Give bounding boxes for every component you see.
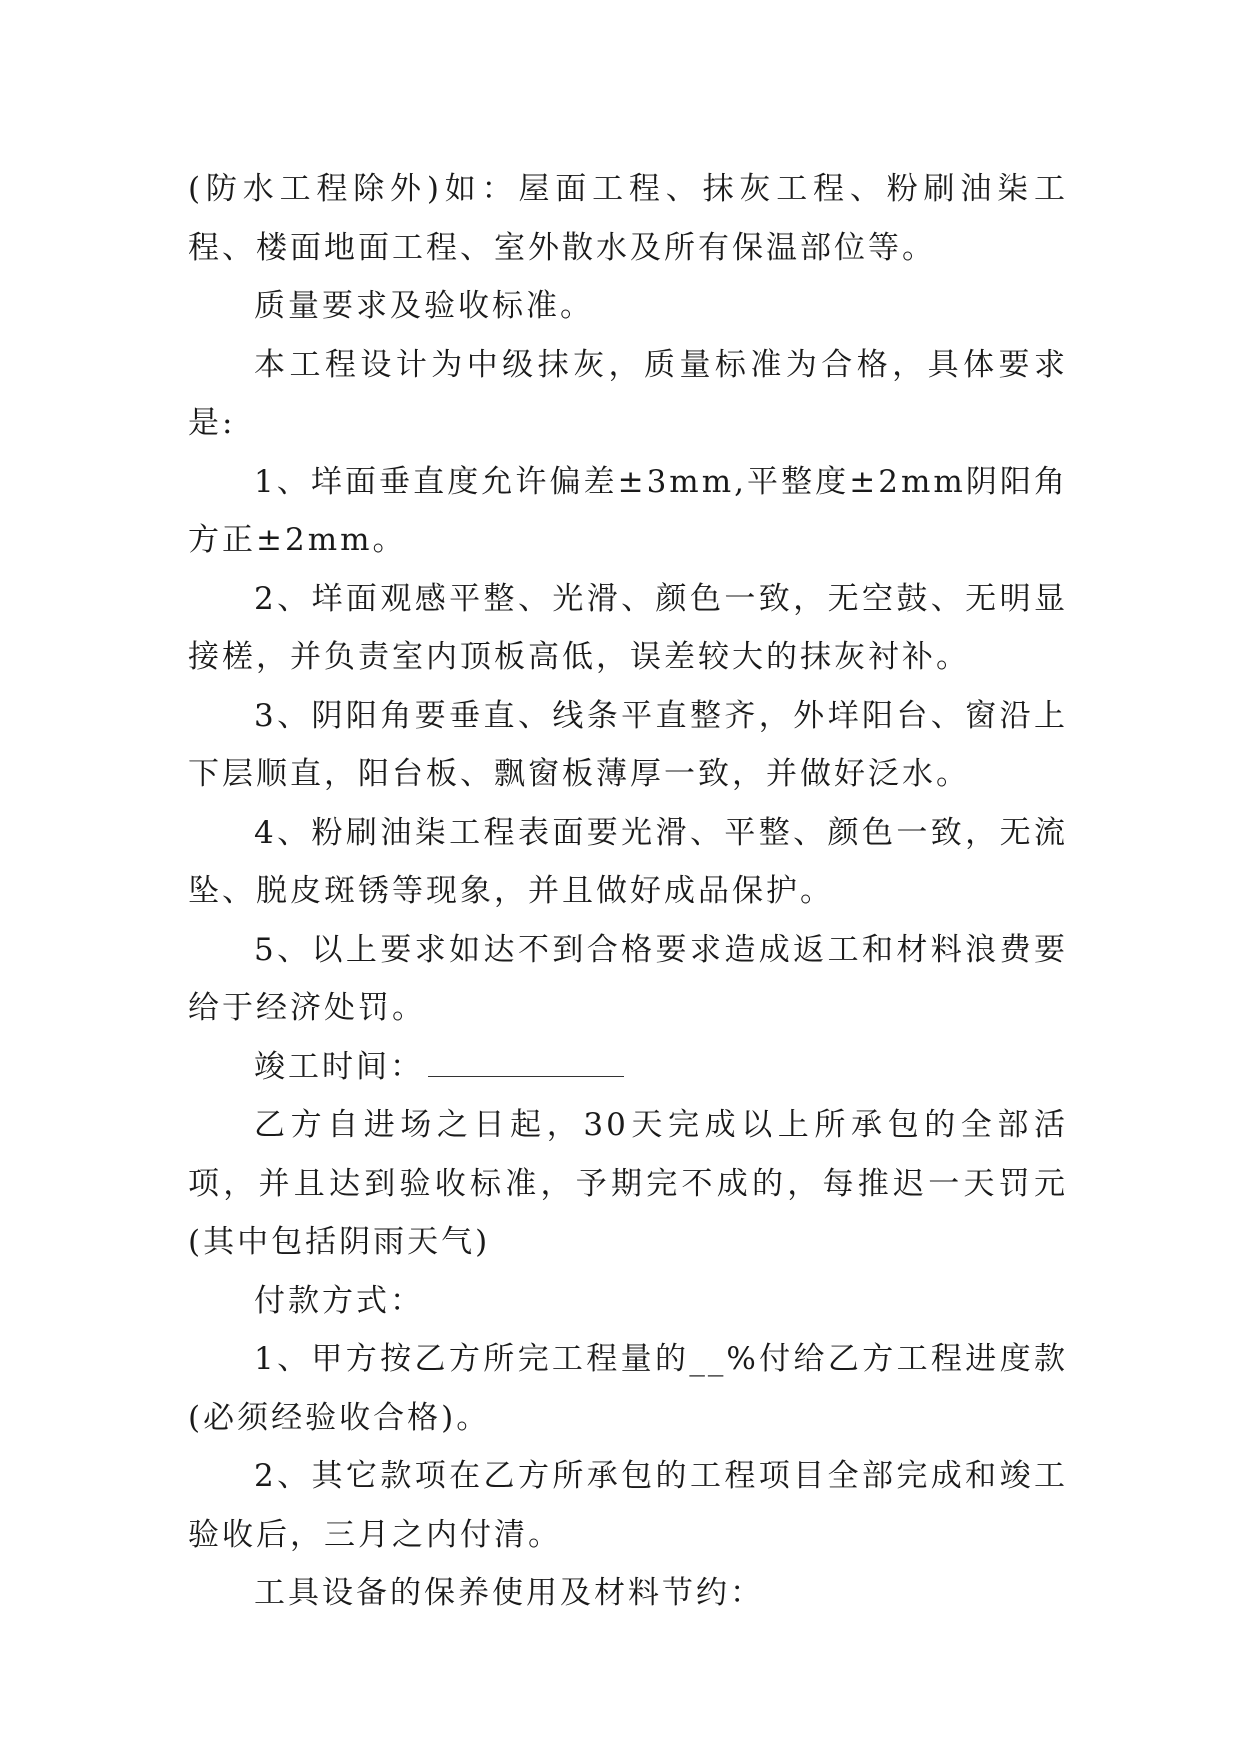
paragraph-schedule: 乙方自进场之日起，30天完成以上所承包的全部活项，并且达到验收标准，予期完不成的，每推迟一天罚元(其中包括阴雨天气)	[188, 1107, 1068, 1260]
paragraph-quality-standard: 本工程设计为中级抹灰，质量标准为合格，具体要求是:	[188, 346, 1068, 441]
payment-item-1: 1、甲方按乙方所完工程量的__%付给乙方工程进度款(必须经验收合格)。	[188, 1341, 1068, 1436]
requirement-item-1: 1、垟面垂直度允许偏差±3mm,平整度±2mm阴阳角方正±2mm。	[188, 463, 1068, 558]
completion-time-label: 竣工时间：	[254, 1048, 424, 1085]
completion-time-line	[188, 1038, 1068, 1097]
requirement-item-5: 5、以上要求如达不到合格要求造成返工和材料浪费要给于经济处罚。	[188, 931, 1068, 1026]
requirement-item-3: 3、阴阳角要垂直、线条平直整齐，外垟阳台、窗沿上下层顺直，阳台板、飘窗板薄厚一致，并做好泛水。	[188, 697, 1068, 792]
heading-tools-maintenance: 工具设备的保养使用及材料节约：	[254, 1575, 764, 1611]
completion-time-blank	[428, 1050, 624, 1077]
heading-payment-method: 付款方式：	[254, 1282, 424, 1319]
requirement-item-4: 4、粉刷油柒工程表面要光滑、平整、颜色一致，无流坠、脱皮斑锈等现象，并且做好成品保护。	[188, 814, 1068, 909]
payment-item-2: 2、其它款项在乙方所承包的工程项目全部完成和竣工验收后，三月之内付清。	[188, 1458, 1068, 1553]
requirement-item-2: 2、垟面观感平整、光滑、颜色一致，无空鼓、无明显接槎，并负责室内顶板高低，误差较大的抹灰衬补。	[188, 580, 1068, 675]
heading-quality-requirements: 质量要求及验收标准。	[254, 288, 594, 324]
document-body	[188, 160, 1068, 1623]
paragraph-scope-continuation: (防水工程除外)如：屋面工程、抹灰工程、粉刷油柒工程、楼面地面工程、室外散水及所有保温部位等。	[188, 171, 1068, 266]
